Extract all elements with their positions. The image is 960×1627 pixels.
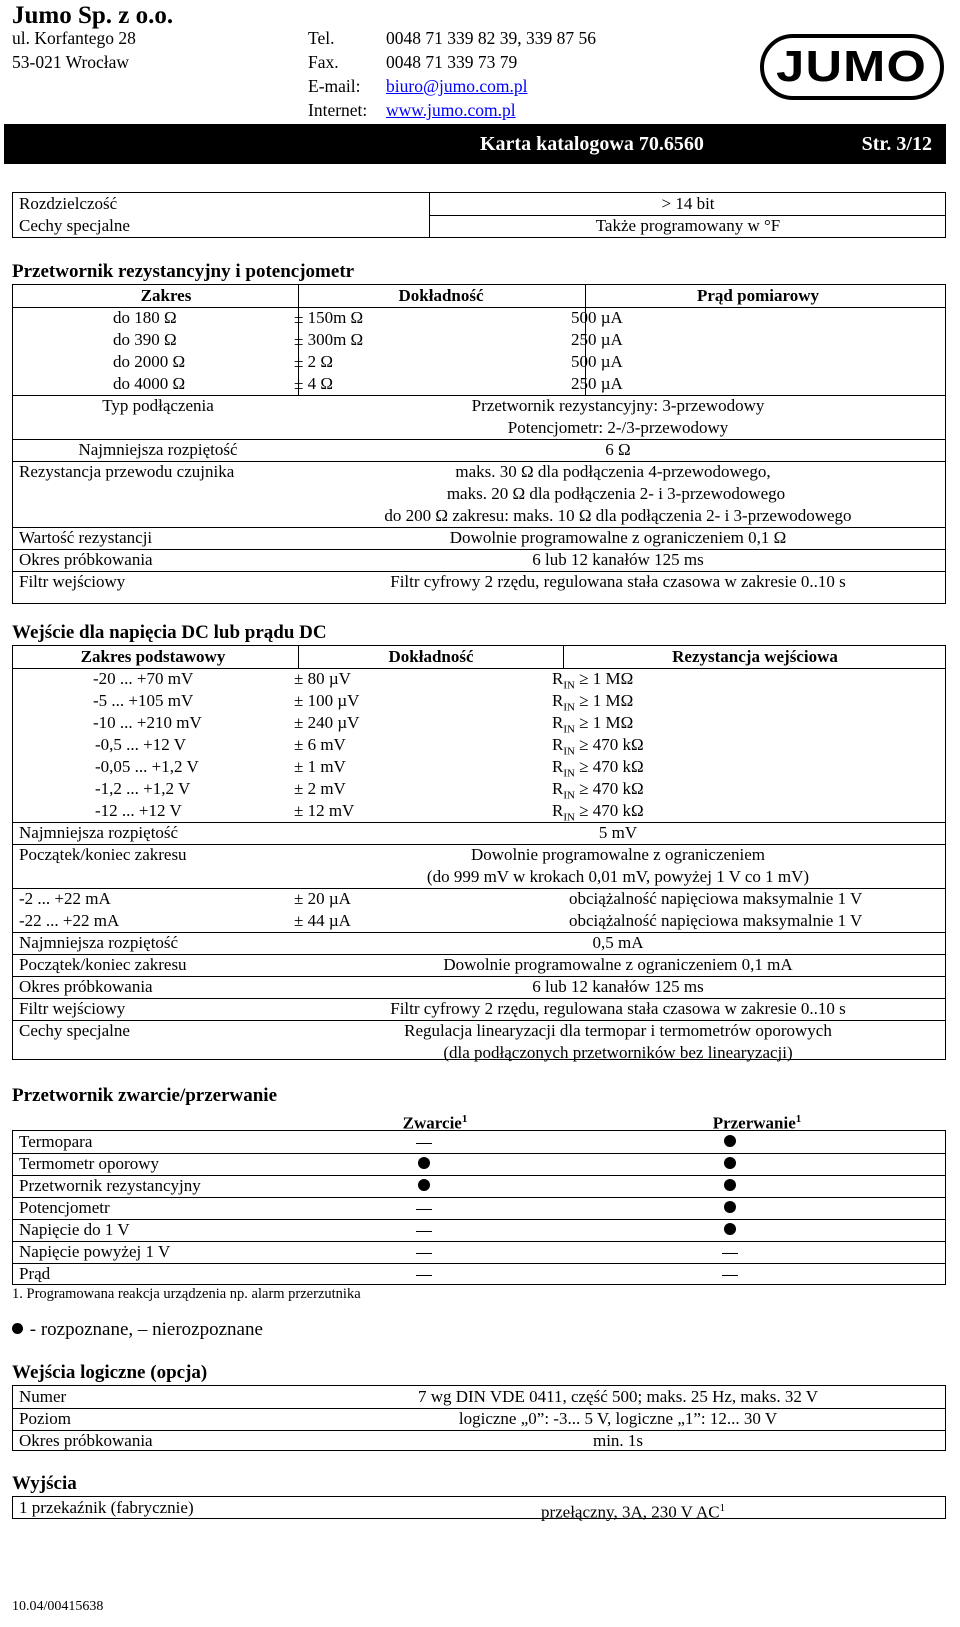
dc-range: -5 ... +105 mV bbox=[93, 691, 194, 710]
special-label: Cechy specjalne bbox=[19, 216, 130, 235]
fault-short-mark bbox=[418, 1175, 430, 1197]
not-recognized-dash-icon bbox=[722, 1275, 738, 1276]
catalog-bar bbox=[4, 124, 946, 164]
dc-accuracy: ± 12 mV bbox=[294, 801, 355, 820]
fault-title: Przetwornik zwarcie/przerwanie bbox=[12, 1085, 278, 1106]
lead-value-2: maks. 20 Ω dla podłączenia 2- i 3-przewodowego bbox=[446, 484, 786, 503]
logic-value: logiczne „0”: -3... 5 V, logiczne „1”: 12... 30 V bbox=[458, 1409, 778, 1428]
res-current: 500 µA bbox=[571, 308, 623, 327]
fault-row-label: Napięcie do 1 V bbox=[19, 1220, 130, 1239]
dc-special-value-2: (dla podłączonych przetworników bez linearyzacji) bbox=[443, 1043, 793, 1062]
span-label: Najmniejsza rozpiętość bbox=[78, 440, 238, 459]
dc-other-value: Filtr cyfrowy 2 rzędu, regulowana stała czasowa w zakresie 0..10 s bbox=[390, 999, 846, 1018]
dc-other-value: 0,5 mA bbox=[592, 933, 644, 952]
sampling-label: Okres próbkowania bbox=[19, 550, 153, 569]
company-name: Jumo Sp. z o.o. bbox=[12, 2, 174, 29]
fault-row-label: Napięcie powyżej 1 V bbox=[19, 1242, 171, 1261]
internet-line: Internet: www.jumo.com.pl bbox=[308, 100, 516, 120]
page-number: Str. 3/12 bbox=[861, 133, 932, 155]
col-dc-dokladnosc: Dokładność bbox=[388, 647, 474, 666]
outputs-title: Wyjścia bbox=[12, 1473, 77, 1494]
logic-label: Okres próbkowania bbox=[19, 1431, 153, 1450]
dc-accuracy: ± 100 µV bbox=[294, 691, 360, 710]
recognized-dot-icon bbox=[418, 1157, 430, 1169]
fault-open-mark bbox=[724, 1197, 736, 1219]
fault-table bbox=[12, 1130, 946, 1285]
dc-input-resistance: $R_{IN} \ge 470$ kΩ bbox=[552, 757, 644, 780]
dc-special-value-1: Regulacja linearyzacji dla termopar i termometrów oporowych bbox=[404, 1021, 832, 1040]
resistance-title: Przetwornik rezystancyjny i potencjometr bbox=[12, 261, 355, 282]
dc-input-resistance: $R_{IN} \ge 470$ kΩ bbox=[552, 801, 644, 824]
tel-line: Tel. 0048 71 339 82 39, 339 87 56 bbox=[308, 28, 596, 48]
recognized-dot-icon bbox=[724, 1201, 736, 1213]
website-link[interactable]: www.jumo.com.pl bbox=[386, 100, 516, 120]
v-range-value-1: Dowolnie programowalne z ograniczeniem bbox=[470, 845, 766, 864]
res-current: 250 µA bbox=[571, 330, 623, 349]
dc-other-value: Dowolnie programowalne z ograniczeniem 0,1 mA bbox=[443, 955, 793, 974]
dc-other-label: Początek/koniec zakresu bbox=[19, 955, 187, 974]
fault-row-label: Potencjometr bbox=[19, 1198, 110, 1217]
current-accuracy: ± 44 µA bbox=[294, 911, 351, 930]
resolution-table bbox=[12, 192, 946, 238]
dc-range: -10 ... +210 mV bbox=[93, 713, 202, 732]
dc-table bbox=[12, 645, 946, 1060]
not-recognized-dash-icon bbox=[416, 1231, 432, 1232]
dc-accuracy: ± 80 µV bbox=[294, 669, 351, 688]
dc-input-resistance: $R_{IN} \ge 470$ kΩ bbox=[552, 779, 644, 802]
filter-label: Filtr wejściowy bbox=[19, 572, 126, 591]
relay-value: przełączny, 3A, 230 V $AC^1$ bbox=[540, 1502, 726, 1522]
current-range: -22 ... +22 mA bbox=[19, 911, 120, 930]
col-rezystancja: Rezystancja wejściowa bbox=[672, 647, 838, 666]
res-range: do 390 Ω bbox=[113, 330, 177, 349]
fault-open-mark bbox=[724, 1175, 736, 1197]
recognized-dot-icon bbox=[12, 1323, 23, 1334]
fault-short-mark bbox=[416, 1241, 432, 1263]
dc-other-label: Najmniejsza rozpiętość bbox=[19, 933, 179, 952]
fault-short-mark bbox=[416, 1219, 432, 1241]
conn-label: Typ podłączenia bbox=[102, 396, 214, 415]
recognized-dot-icon bbox=[418, 1179, 430, 1191]
not-recognized-dash-icon bbox=[416, 1275, 432, 1276]
dc-special-label: Cechy specjalne bbox=[19, 1021, 130, 1040]
dc-range: -0,05 ... +1,2 V bbox=[95, 757, 199, 776]
fault-open-mark bbox=[724, 1219, 736, 1241]
dc-accuracy: ± 240 µV bbox=[294, 713, 360, 732]
dc-input-resistance: $R_{IN} \ge 470$ kΩ bbox=[552, 735, 644, 758]
res-range: do 180 Ω bbox=[113, 308, 177, 327]
logic-label: Poziom bbox=[19, 1409, 71, 1428]
fault-open-mark bbox=[724, 1153, 736, 1175]
current-accuracy: ± 20 µA bbox=[294, 889, 351, 908]
outputs-table bbox=[12, 1496, 946, 1522]
conn-value-1: Przetwornik rezystancyjny: 3-przewodowy bbox=[471, 396, 765, 415]
dc-input-resistance: $R_{IN} \ge 1$ MΩ bbox=[552, 691, 634, 714]
fault-open-mark bbox=[722, 1241, 738, 1263]
dc-range: -20 ... +70 mV bbox=[93, 669, 194, 688]
jumo-logo: JUMO bbox=[760, 34, 944, 100]
lead-value-3: do 200 Ω zakresu: maks. 10 Ω dla podłączenia 2- i 3-przewodowego bbox=[384, 506, 852, 525]
fault-short-mark bbox=[416, 1131, 432, 1153]
res-range: do 2000 Ω bbox=[113, 352, 186, 371]
conn-value-2: Potencjometr: 2-/3-przewodowy bbox=[507, 418, 729, 437]
dc-other-value: 6 lub 12 kanałów 125 ms bbox=[532, 977, 704, 996]
dc-title: Wejście dla napięcia DC lub prądu DC bbox=[12, 622, 327, 643]
not-recognized-dash-icon bbox=[416, 1209, 432, 1210]
dc-accuracy: ± 1 mV bbox=[294, 757, 346, 776]
resistance-table bbox=[12, 284, 946, 604]
v-span-label: Najmniejsza rozpiętość bbox=[19, 823, 179, 842]
not-recognized-dash-icon bbox=[722, 1253, 738, 1254]
res-accuracy: ± 4 Ω bbox=[294, 374, 333, 393]
dc-input-resistance: $R_{IN} \ge 1$ MΩ bbox=[552, 713, 634, 736]
not-recognized-dash-icon bbox=[416, 1253, 432, 1254]
col-prad: Prąd pomiarowy bbox=[697, 286, 819, 305]
span-value: 6 Ω bbox=[605, 440, 631, 459]
res-accuracy: ± 300m Ω bbox=[294, 330, 364, 349]
address-street: ul. Korfantego 28 bbox=[12, 28, 136, 48]
fault-row-label: Przetwornik rezystancyjny bbox=[19, 1176, 201, 1195]
dc-accuracy: ± 2 mV bbox=[294, 779, 346, 798]
catalog-title: Karta katalogowa 70.6560 bbox=[480, 133, 704, 155]
logic-label: Numer bbox=[19, 1387, 67, 1406]
resolution-label: Rozdzielczość bbox=[19, 194, 118, 213]
dc-range: -1,2 ... +1,2 V bbox=[95, 779, 191, 798]
current-range: -2 ... +22 mA bbox=[19, 889, 111, 908]
res-accuracy: ± 2 Ω bbox=[294, 352, 333, 371]
res-current: 500 µA bbox=[571, 352, 623, 371]
recognized-dot-icon bbox=[724, 1223, 736, 1235]
v-range-value-2: (do 999 mV w krokach 0,01 mV, powyżej 1 V co 1 mV) bbox=[426, 867, 810, 886]
col-przerwanie: Przerwanie$^1$ bbox=[712, 1113, 802, 1133]
fault-legend: - rozpoznane, – nierozpoznane bbox=[12, 1318, 263, 1342]
not-recognized-dash-icon bbox=[416, 1143, 432, 1144]
special-value: Także programowany w °F bbox=[595, 216, 781, 235]
dc-input-resistance: $R_{IN} \ge 1$ MΩ bbox=[552, 669, 634, 692]
v-span-value: 5 mV bbox=[598, 823, 638, 842]
fault-row-label: Termometr oporowy bbox=[19, 1154, 159, 1173]
current-load: obciążalność napięciowa maksymalnie 1 V bbox=[569, 911, 863, 930]
res-current: 250 µA bbox=[571, 374, 623, 393]
resolution-value: > 14 bit bbox=[661, 194, 715, 213]
dc-range: -12 ... +12 V bbox=[95, 801, 182, 820]
rvalue-value: Dowolnie programowalne z ograniczeniem 0,1 Ω bbox=[449, 528, 787, 547]
v-range-label: Początek/koniec zakresu bbox=[19, 845, 187, 864]
fault-short-mark bbox=[418, 1153, 430, 1175]
recognized-dot-icon bbox=[724, 1157, 736, 1169]
fault-open-mark bbox=[724, 1131, 736, 1153]
rvalue-label: Wartość rezystancji bbox=[19, 528, 153, 547]
doc-code: 10.04/00415638 bbox=[12, 1599, 104, 1614]
fault-row-label: Prąd bbox=[19, 1264, 51, 1283]
fault-short-mark bbox=[416, 1263, 432, 1285]
recognized-dot-icon bbox=[724, 1135, 736, 1147]
col-zwarcie: Zwarcie$^1$ bbox=[402, 1113, 468, 1133]
logic-title: Wejścia logiczne (opcja) bbox=[12, 1362, 208, 1383]
fault-open-mark bbox=[722, 1263, 738, 1285]
res-range: do 4000 Ω bbox=[113, 374, 186, 393]
fault-footnote: 1. Programowana reakcja urządzenia np. alarm przerzutnika bbox=[12, 1286, 361, 1302]
fax-line: Fax. 0048 71 339 73 79 bbox=[308, 52, 518, 72]
logic-table bbox=[12, 1385, 946, 1451]
filter-value: Filtr cyfrowy 2 rzędu, regulowana stała czasowa w zakresie 0..10 s bbox=[390, 572, 846, 591]
col-dokladnosc: Dokładność bbox=[398, 286, 484, 305]
current-load: obciążalność napięciowa maksymalnie 1 V bbox=[569, 889, 863, 908]
relay-label: 1 przekaźnik (fabrycznie) bbox=[19, 1498, 194, 1517]
lead-label: Rezystancja przewodu czujnika bbox=[19, 462, 235, 481]
dc-range: -0,5 ... +12 V bbox=[95, 735, 186, 754]
email-line: E-mail: biuro@jumo.com.pl bbox=[308, 76, 528, 96]
lead-value-1: maks. 30 Ω dla podłączenia 4-przewodowego, bbox=[455, 462, 771, 481]
logic-value: min. 1s bbox=[592, 1431, 644, 1450]
fault-row-label: Termopara bbox=[19, 1132, 93, 1151]
logic-value: 7 wg DIN VDE 0411, część 500; maks. 25 Hz, maks. 32 V bbox=[417, 1387, 819, 1406]
fault-short-mark bbox=[416, 1197, 432, 1219]
col-zakres: Zakres bbox=[140, 286, 192, 305]
email-link[interactable]: biuro@jumo.com.pl bbox=[386, 76, 528, 96]
col-zakres-podstawowy: Zakres podstawowy bbox=[80, 647, 226, 666]
dc-other-label: Okres próbkowania bbox=[19, 977, 153, 996]
address-city: 53-021 Wrocław bbox=[12, 52, 130, 72]
dc-accuracy: ± 6 mV bbox=[294, 735, 346, 754]
res-accuracy: ± 150m Ω bbox=[294, 308, 364, 327]
sampling-value: 6 lub 12 kanałów 125 ms bbox=[532, 550, 704, 569]
recognized-dot-icon bbox=[724, 1179, 736, 1191]
dc-other-label: Filtr wejściowy bbox=[19, 999, 126, 1018]
